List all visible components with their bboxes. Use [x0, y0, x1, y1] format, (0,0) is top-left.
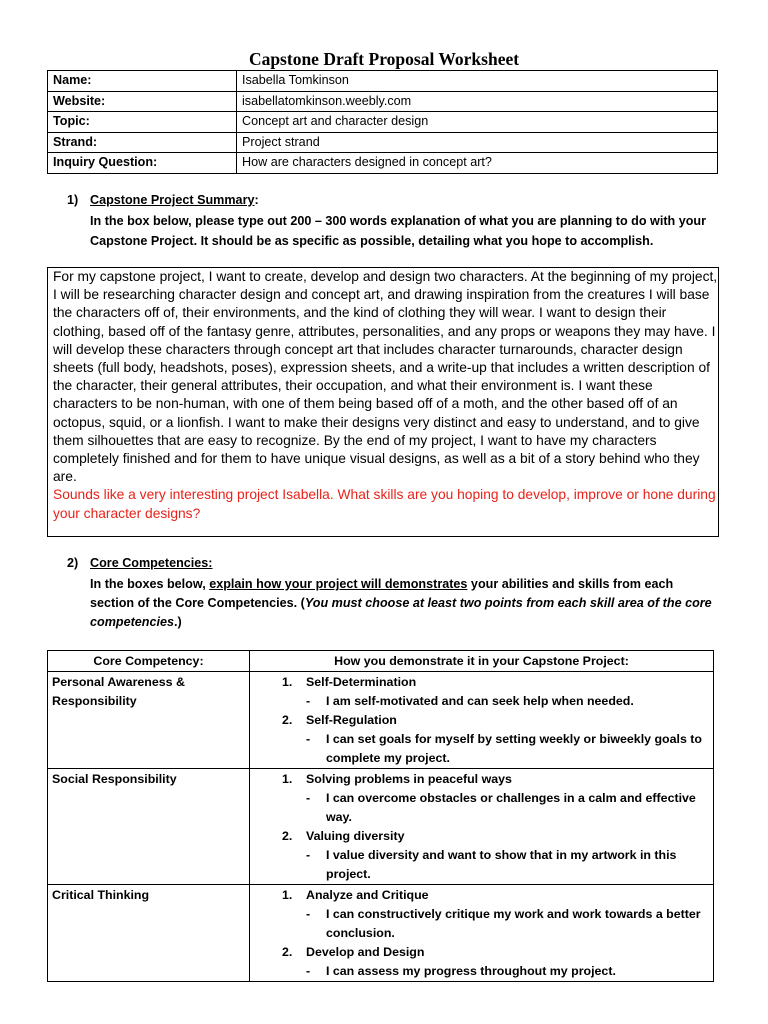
- competency-personal: Personal Awareness & Responsibility: [48, 672, 250, 769]
- list-item: [254, 886, 709, 905]
- summary-text-box[interactable]: [47, 267, 719, 537]
- section-1-number: 1): [67, 193, 79, 207]
- core-competencies-table: [47, 650, 714, 982]
- demonstration-cell[interactable]: [250, 885, 714, 982]
- table-row: [48, 153, 718, 174]
- strand-label: Strand:: [48, 132, 237, 153]
- table-row: [48, 885, 714, 982]
- point-title: Develop and Design: [306, 945, 425, 959]
- detail-text: I can set goals for myself by setting weekly or biweekly goals to complete my project.: [326, 732, 702, 765]
- strand-value: Project strand: [237, 132, 718, 153]
- instr-part: In the boxes below,: [90, 577, 210, 591]
- point-detail: - I value diversity and want to show that in my artwork in this project.: [306, 848, 677, 881]
- name-value: Isabella Tomkinson: [237, 71, 718, 92]
- name-label: Name:: [48, 71, 237, 92]
- table-header-row: [48, 651, 714, 672]
- instr-underlined: explain how your project will demonstrates: [209, 577, 468, 591]
- list-number: 1.: [282, 675, 293, 689]
- inquiry-question-value: How are characters designed in concept art?: [237, 153, 718, 174]
- section-1-instructions: In the box below, please type out 200 – 300 words explanation of what you are planning to do with your Capstone Project. It should be as specific as possible, detailing what you hope to accomplish.: [90, 214, 707, 248]
- section-2-heading: [67, 556, 212, 570]
- list-number: 2.: [282, 713, 293, 727]
- detail-text: I can constructively critique my work and work towards a better conclusion.: [326, 907, 701, 940]
- instr-italic: You must choose at least two points from each skill area of the core competencies: [90, 596, 712, 629]
- column-header-demonstration: How you demonstrate it in your Capstone Project:: [250, 651, 714, 672]
- point-detail: - I can set goals for myself by setting weekly or biweekly goals to complete my project.: [306, 732, 702, 765]
- point-detail: - I can assess my progress throughout my project.: [306, 964, 616, 978]
- point-detail: - I can constructively critique my work and work towards a better conclusion.: [306, 907, 701, 940]
- section-2-number: 2): [67, 556, 79, 570]
- section-1-colon: :: [254, 193, 259, 207]
- student-info-table: [47, 70, 718, 174]
- column-header-competency: Core Competency:: [48, 651, 250, 672]
- list-item: [254, 711, 709, 730]
- table-row: [48, 112, 718, 133]
- instr-part: .): [174, 615, 182, 629]
- website-label: Website:: [48, 91, 237, 112]
- page-title: Capstone Draft Proposal Worksheet: [248, 49, 520, 69]
- inquiry-question-label: Inquiry Question:: [48, 153, 237, 174]
- teacher-feedback: Sounds like a very interesting project Isabella. What skills are you hoping to develop, improve or hone during your character designs?: [53, 487, 716, 521]
- list-item: [254, 673, 709, 692]
- competency-critical: Critical Thinking: [48, 885, 250, 982]
- list-item: [254, 827, 709, 846]
- list-number: 1.: [282, 772, 293, 786]
- detail-text: I am self-motivated and can seek help when needed.: [326, 694, 634, 708]
- list-number: 1.: [282, 888, 293, 902]
- section-2-instructions: [90, 575, 720, 632]
- section-1-heading: [67, 193, 259, 207]
- point-title: Solving problems in peaceful ways: [306, 772, 512, 786]
- point-title: Analyze and Critique: [306, 888, 429, 902]
- point-detail: - I can overcome obstacles or challenges in a calm and effective way.: [306, 791, 696, 824]
- competency-social: Social Responsibility: [48, 769, 250, 885]
- topic-label: Topic:: [48, 112, 237, 133]
- detail-text: I value diversity and want to show that in my artwork in this project.: [326, 848, 677, 881]
- table-row: [48, 71, 718, 92]
- point-detail: - I am self-motivated and can seek help when needed.: [306, 694, 634, 708]
- summary-body: For my capstone project, I want to create, develop and design two characters. At the beginning of my project, I will be researching character design and concept art, and drawing inspiration from the creatures I will base the characters off of, their environments, and the kind of clothing they will wear. I want to design their clothing, based off of the fantasy genre, attributes, personalities, and any props or weapons they may have. I will develop these characters through concept art that includes character turnarounds, character design sheets (full body, headshots, poses), expression sheets, and a write-up that includes a written description of the character, their general attributes, their occupation, and what their environment is. I want these characters to be non-human, with one of them being based off of a moth, and the other based off of an octopus, squid, or a lionfish. I want to make their designs very distinct and easy to understand, and to give them silhouettes that are easy to recognize. By the end of my project, I want to have my characters completely finished and for them to have unique visual designs, as well as a bit of a story behind who they are.: [53, 269, 718, 485]
- table-row: [48, 672, 714, 769]
- table-row: [48, 91, 718, 112]
- section-2-title: Core Competencies:: [90, 556, 213, 570]
- list-item: [254, 770, 709, 789]
- detail-text: I can assess my progress throughout my project.: [326, 964, 616, 978]
- table-row: [48, 132, 718, 153]
- point-title: Valuing diversity: [306, 829, 405, 843]
- instr-part: your abilities and skills from each section of the Core Competencies. (: [90, 577, 674, 610]
- section-1-title: Capstone Project Summary: [90, 193, 255, 207]
- list-item: [254, 943, 709, 962]
- website-value: isabellatomkinson.weebly.com: [237, 91, 718, 112]
- demonstration-cell[interactable]: [250, 769, 714, 885]
- detail-text: I can overcome obstacles or challenges in a calm and effective way.: [326, 791, 696, 824]
- point-title: Self-Determination: [306, 675, 417, 689]
- list-number: 2.: [282, 829, 293, 843]
- table-row: [48, 769, 714, 885]
- topic-value: Concept art and character design: [237, 112, 718, 133]
- list-number: 2.: [282, 945, 293, 959]
- demonstration-cell[interactable]: [250, 672, 714, 769]
- point-title: Self-Regulation: [306, 713, 397, 727]
